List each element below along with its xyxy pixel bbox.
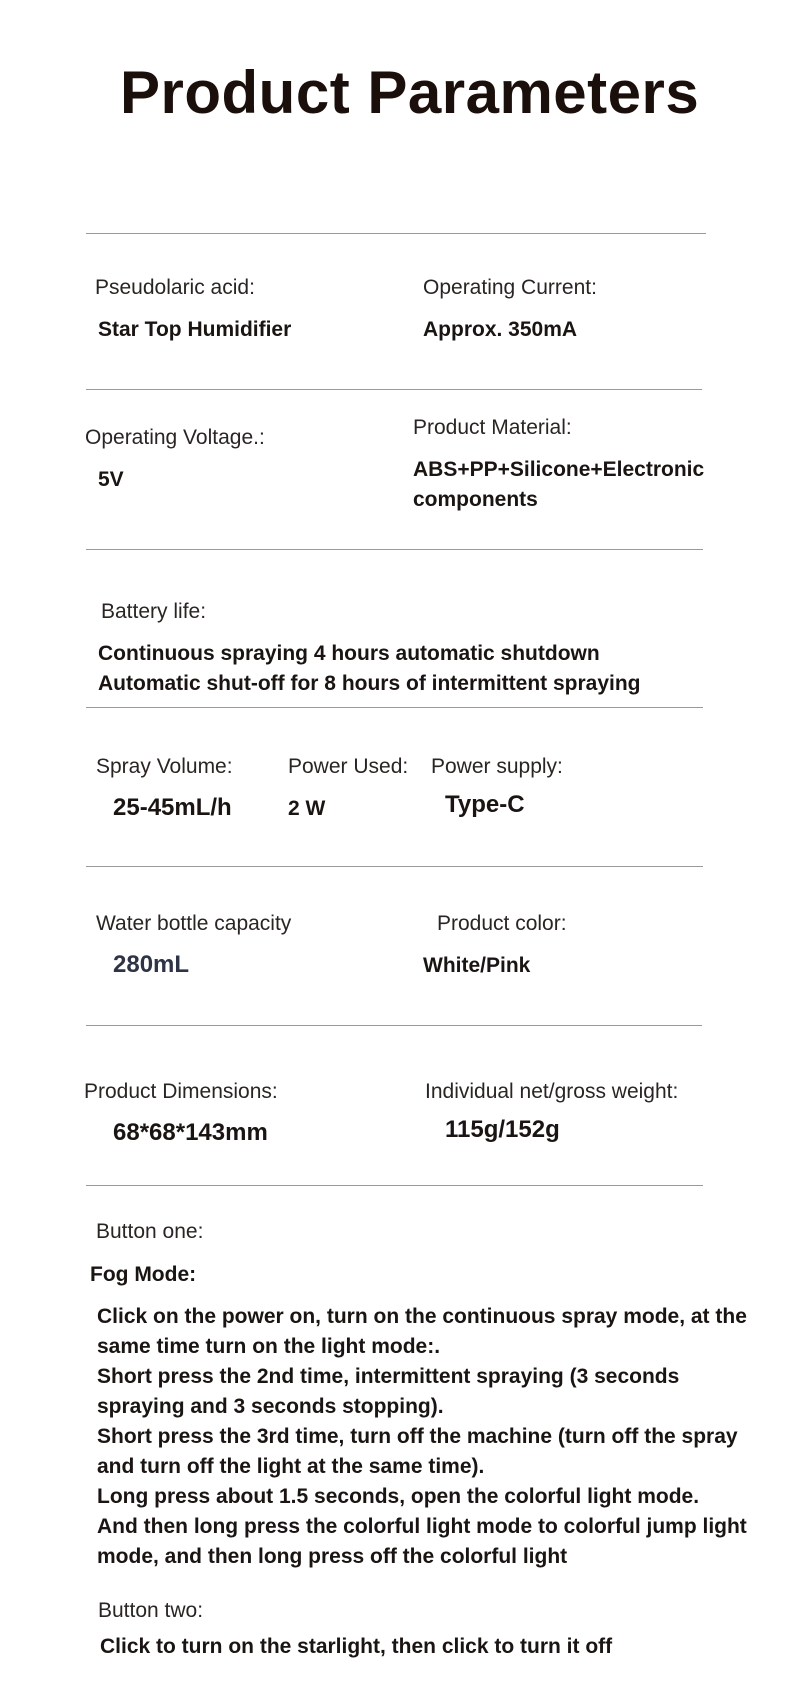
voltage-label: Operating Voltage.: — [85, 426, 265, 449]
product-color-value: White/Pink — [423, 954, 531, 977]
instruction-line: Long press about 1.5 seconds, open the colorful light mode. — [97, 1485, 700, 1508]
instruction-line: and turn off the light at the same time). — [97, 1455, 485, 1478]
material-value-line1: ABS+PP+Silicone+Electronic — [413, 458, 705, 481]
voltage-value: 5V — [98, 468, 124, 491]
dimensions-label: Product Dimensions: — [84, 1080, 278, 1103]
instruction-line: mode, and then long press off the colorful light — [97, 1545, 568, 1568]
weight-value: 115g/152g — [445, 1116, 560, 1143]
divider — [86, 866, 703, 867]
material-label: Product Material: — [413, 416, 572, 439]
button-two-label: Button two: — [98, 1599, 204, 1622]
spray-volume-value: 25-45mL/h — [113, 794, 232, 821]
button-two-text: Click to turn on the starlight, then click to turn it off — [100, 1635, 613, 1658]
button-one-instructions — [97, 1302, 747, 1572]
divider — [86, 389, 702, 390]
battery-value-line2: Automatic shut-off for 8 hours of intermittent spraying — [98, 672, 641, 695]
battery-label: Battery life: — [101, 600, 207, 623]
divider — [86, 707, 703, 708]
material-value-line2: components — [413, 488, 538, 511]
weight-label: Individual net/gross weight: — [425, 1080, 679, 1103]
instruction-line: Click on the power on, turn on the continuous spray mode, at the — [97, 1305, 747, 1328]
battery-value-line1: Continuous spraying 4 hours automatic shutdown — [98, 642, 600, 665]
instruction-line: same time turn on the light mode:. — [97, 1335, 441, 1358]
divider — [86, 549, 703, 550]
current-label: Operating Current: — [423, 276, 597, 299]
fog-mode-title: Fog Mode: — [90, 1263, 197, 1286]
pseudolaric-label: Pseudolaric acid: — [95, 276, 255, 299]
current-value: Approx. 350mA — [423, 318, 578, 341]
divider — [86, 1025, 702, 1026]
power-supply-label: Power supply: — [431, 755, 563, 778]
divider — [86, 233, 706, 234]
water-capacity-value: 280mL — [113, 951, 190, 978]
button-one-label: Button one: — [96, 1220, 204, 1243]
product-color-label: Product color: — [437, 912, 567, 935]
dimensions-value: 68*68*143mm — [113, 1119, 268, 1146]
instruction-line: Short press the 2nd time, intermittent spraying (3 seconds — [97, 1365, 680, 1388]
instruction-line: And then long press the colorful light mode to colorful jump light — [97, 1515, 747, 1538]
instruction-line: Short press the 3rd time, turn off the machine (turn off the spray — [97, 1425, 738, 1448]
divider — [86, 1185, 703, 1186]
instruction-line: spraying and 3 seconds stopping). — [97, 1395, 444, 1418]
pseudolaric-value: Star Top Humidifier — [98, 318, 292, 341]
spray-volume-label: Spray Volume: — [96, 755, 233, 778]
water-capacity-label: Water bottle capacity — [96, 912, 292, 935]
page-title: Product Parameters — [120, 59, 700, 126]
power-supply-value: Type-C — [445, 791, 525, 818]
power-used-value: 2 W — [288, 797, 326, 820]
power-used-label: Power Used: — [288, 755, 409, 778]
